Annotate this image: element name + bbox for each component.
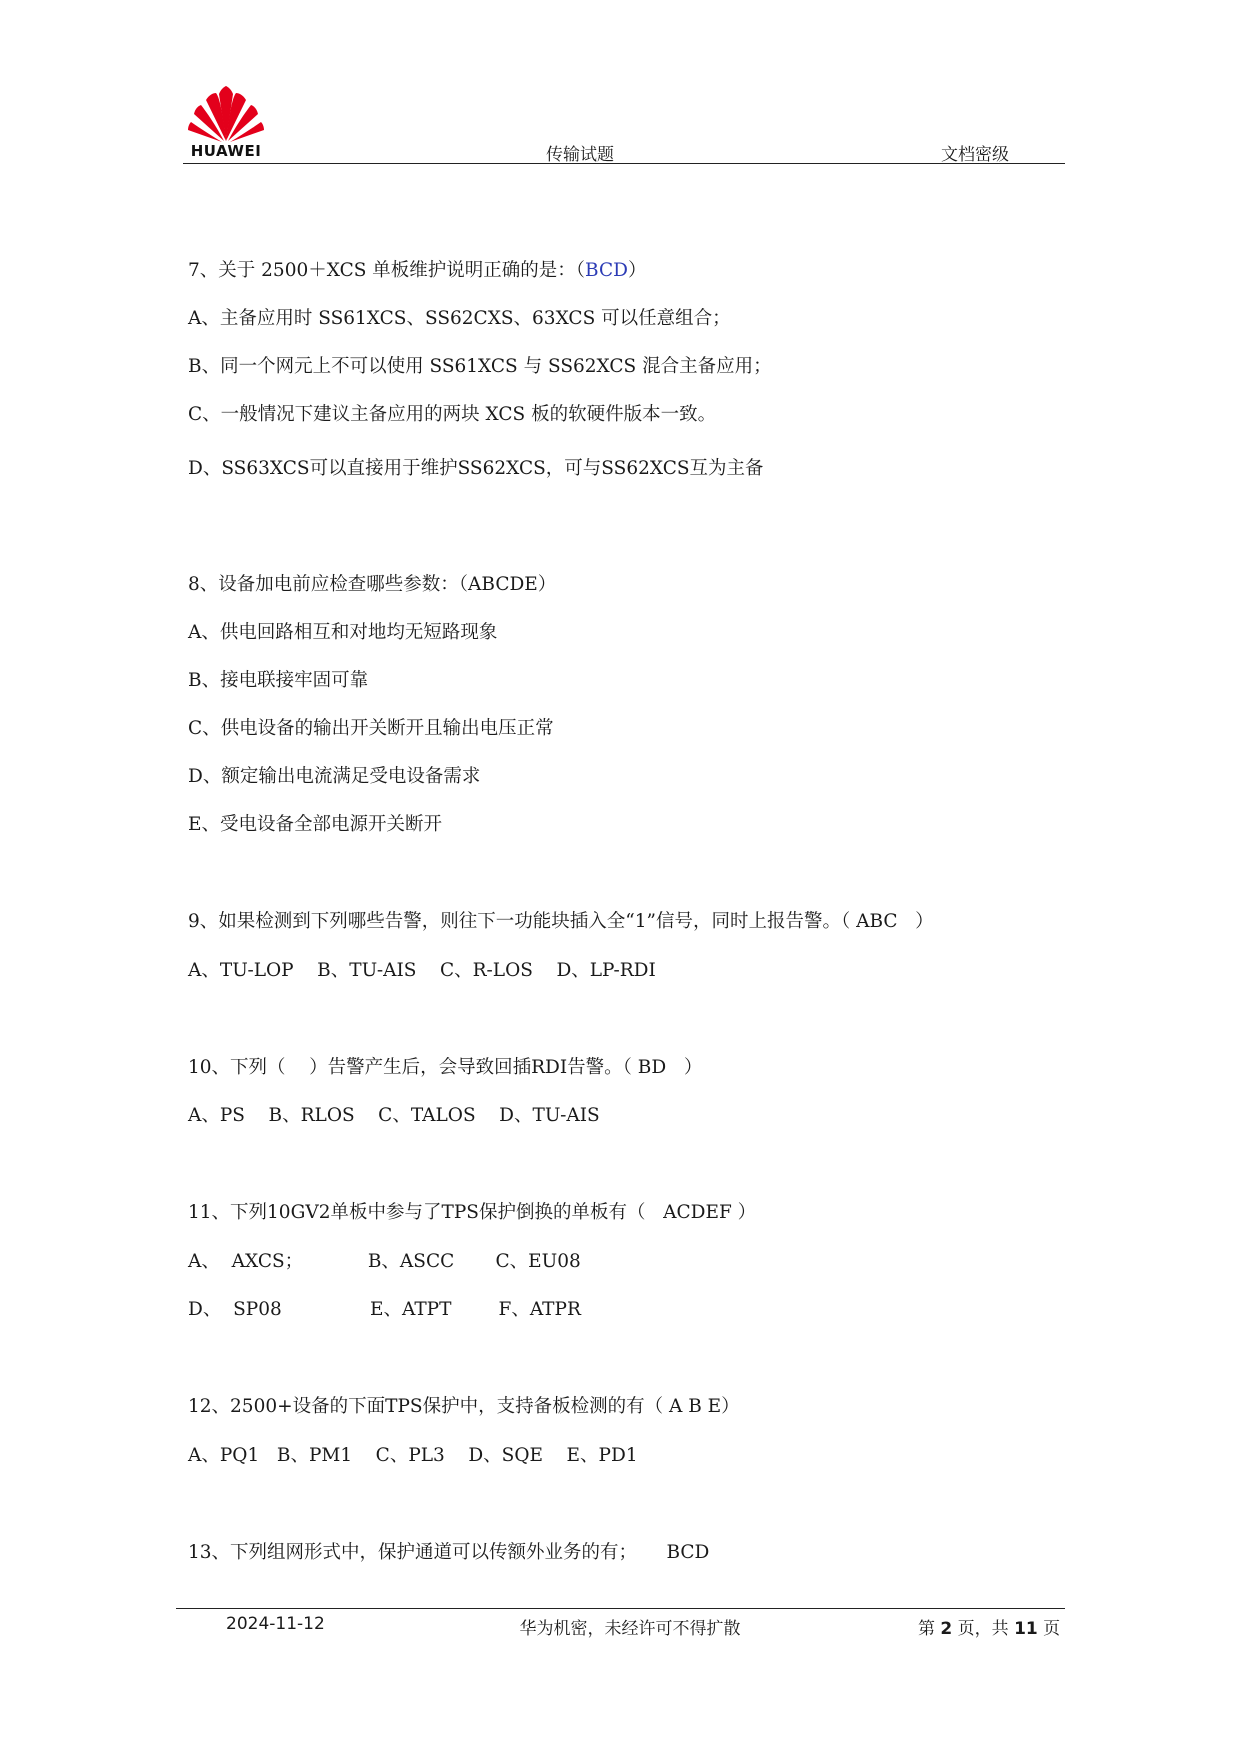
- question-10-options: A、PS B、RLOS C、TALOS D、TU-AIS: [188, 1105, 600, 1126]
- question-10-stem: 10、下列（ ）告警产生后，会导致回插RDI告警。（ BD ）: [188, 1057, 703, 1078]
- page-mid: 页，共: [957, 1619, 1009, 1639]
- question-11-options-row-1: A、 AXCS； B、ASCC C、EU08: [188, 1251, 581, 1272]
- question-8-option-b: B、接电联接牢固可靠: [188, 670, 369, 691]
- question-7-stem-text: 7、关于 2500＋XCS 单板维护说明正确的是：（: [188, 260, 586, 281]
- question-8-option-e: E、受电设备全部电源开关断开: [188, 814, 443, 835]
- document-classification: 文档密级: [941, 145, 1009, 165]
- question-8-stem: 8、设备加电前应检查哪些参数：（ABCDE）: [188, 574, 557, 595]
- question-8-option-c: C、供电设备的输出开关断开且输出电压正常: [188, 718, 554, 739]
- question-7-answer: BCD: [585, 260, 628, 281]
- page-current: 2: [940, 1619, 953, 1639]
- question-8-option-d: D、额定输出电流满足受电设备需求: [188, 766, 481, 787]
- footer-divider: [176, 1608, 1065, 1609]
- question-11-stem: 11、下列10GV2单板中参与了TPS保护倒换的单板有（ ACDEF ）: [188, 1202, 757, 1223]
- logo-wordmark: HUAWEI: [190, 142, 262, 160]
- question-7-option-c: C、一般情况下建议主备应用的两块 XCS 板的软硬件版本一致。: [188, 404, 717, 425]
- header-divider: [183, 163, 1065, 164]
- question-13-stem: 13、下列组网形式中，保护通道可以传额外业务的有； BCD: [188, 1542, 710, 1563]
- question-11-options-row-2: D、 SP08 E、ATPT F、ATPR: [188, 1299, 581, 1320]
- question-7-stem-end: ）: [627, 260, 647, 281]
- question-7-option-a: A、主备应用时 SS61XCS、SS62CXS、63XCS 可以任意组合；: [188, 308, 731, 329]
- page-suffix: 页: [1043, 1619, 1061, 1639]
- document-title: 传输试题: [546, 145, 614, 165]
- footer-date: 2024-11-12: [226, 1614, 325, 1634]
- question-8-option-a: A、供电回路相互和对地均无短路现象: [188, 622, 498, 643]
- page-total: 11: [1014, 1619, 1038, 1639]
- footer-confidential-notice: 华为机密，未经许可不得扩散: [519, 1619, 741, 1639]
- question-9-options: A、TU-LOP B、TU-AIS C、R-LOS D、LP-RDI: [188, 960, 656, 981]
- question-12-stem: 12、2500+设备的下面TPS保护中，支持备板检测的有（ A B E）: [188, 1396, 740, 1417]
- question-9-stem: 9、如果检测到下列哪些告警，则往下一功能块插入全“1”信号，同时上报告警。（ ABC ）: [188, 911, 934, 932]
- question-7-stem: [188, 259, 647, 283]
- question-12-options: A、PQ1 B、PM1 C、PL3 D、SQE E、PD1: [188, 1445, 638, 1466]
- question-7-option-b: B、同一个网元上不可以使用 SS61XCS 与 SS62XCS 混合主备应用；: [188, 356, 772, 377]
- footer-page-number: [918, 1614, 1060, 1639]
- page-prefix: 第: [918, 1619, 935, 1639]
- question-7-option-d: D、SS63XCS可以直接用于维护SS62XCS，可与SS62XCS互为主备: [188, 458, 764, 479]
